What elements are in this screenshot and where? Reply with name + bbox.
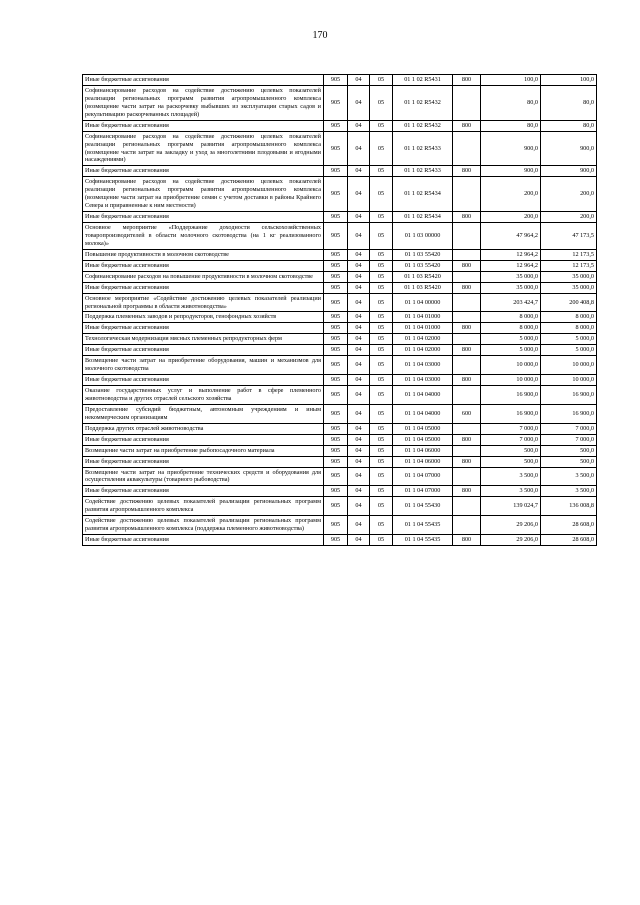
subsection-code-cell: 05 bbox=[370, 375, 393, 386]
subsection-code-cell: 05 bbox=[370, 386, 393, 405]
expense-type-cell: 800 bbox=[453, 456, 481, 467]
expense-name-cell: Возмещение части затрат на приобретение технических средств и оборудования для осуществления аквакультуры (товарного рыбоводства) bbox=[83, 467, 324, 486]
ministry-code-cell: 905 bbox=[324, 75, 348, 86]
ministry-code-cell: 905 bbox=[324, 535, 348, 546]
expense-type-cell: 800 bbox=[453, 323, 481, 334]
table-row bbox=[83, 345, 597, 356]
amount-year1-cell: 900,0 bbox=[481, 131, 541, 166]
ministry-code-cell: 905 bbox=[324, 486, 348, 497]
amount-year1-cell: 10 000,0 bbox=[481, 375, 541, 386]
expense-type-cell bbox=[453, 177, 481, 212]
ministry-code-cell: 905 bbox=[324, 334, 348, 345]
subsection-code-cell: 05 bbox=[370, 249, 393, 260]
expense-type-cell: 800 bbox=[453, 375, 481, 386]
expense-name-cell: Софинансирование расходов на содействие достижению целевых показателей реализации региональных программ развития агропромышленного комплекса (возмещение части затрат на раскорчевку выбывших из эксплуатации старых садов и рекультивацию раскорчеванных площадей) bbox=[83, 85, 324, 120]
ministry-code-cell: 905 bbox=[324, 85, 348, 120]
expense-type-cell: 800 bbox=[453, 120, 481, 131]
target-article-cell: 01 1 03 00000 bbox=[393, 223, 453, 250]
target-article-cell: 01 1 04 07000 bbox=[393, 467, 453, 486]
expense-name-cell: Иные бюджетные ассигнования bbox=[83, 212, 324, 223]
ministry-code-cell: 905 bbox=[324, 323, 348, 334]
table-row bbox=[83, 497, 597, 516]
target-article-cell: 01 1 04 05000 bbox=[393, 434, 453, 445]
expense-type-cell: 800 bbox=[453, 434, 481, 445]
section-code-cell: 04 bbox=[348, 467, 370, 486]
ministry-code-cell: 905 bbox=[324, 345, 348, 356]
ministry-code-cell: 905 bbox=[324, 282, 348, 293]
subsection-code-cell: 05 bbox=[370, 334, 393, 345]
amount-year2-cell: 16 900,0 bbox=[541, 386, 597, 405]
section-code-cell: 04 bbox=[348, 423, 370, 434]
target-article-cell: 01 1 04 02000 bbox=[393, 345, 453, 356]
ministry-code-cell: 905 bbox=[324, 212, 348, 223]
expense-name-cell: Софинансирование расходов на повышение продуктивности в молочном скотоводстве bbox=[83, 271, 324, 282]
amount-year1-cell: 8 000,0 bbox=[481, 312, 541, 323]
target-article-cell: 01 1 03 R5420 bbox=[393, 282, 453, 293]
amount-year1-cell: 10 000,0 bbox=[481, 356, 541, 375]
amount-year2-cell: 80,0 bbox=[541, 120, 597, 131]
section-code-cell: 04 bbox=[348, 356, 370, 375]
amount-year2-cell: 10 000,0 bbox=[541, 375, 597, 386]
amount-year2-cell: 900,0 bbox=[541, 166, 597, 177]
ministry-code-cell: 905 bbox=[324, 467, 348, 486]
target-article-cell: 01 1 04 05000 bbox=[393, 423, 453, 434]
expense-type-cell: 800 bbox=[453, 212, 481, 223]
section-code-cell: 04 bbox=[348, 323, 370, 334]
table-row bbox=[83, 323, 597, 334]
amount-year1-cell: 200,0 bbox=[481, 212, 541, 223]
expense-type-cell: 800 bbox=[453, 535, 481, 546]
amount-year2-cell: 12 173,5 bbox=[541, 249, 597, 260]
expense-name-cell: Поддержка племенных заводов и репродукторов, генофондных хозяйств bbox=[83, 312, 324, 323]
expense-name-cell: Предоставление субсидий бюджетным, автономным учреждениям и иным некоммерческим организациям bbox=[83, 404, 324, 423]
subsection-code-cell: 05 bbox=[370, 434, 393, 445]
amount-year1-cell: 200,0 bbox=[481, 177, 541, 212]
target-article-cell: 01 1 03 R5420 bbox=[393, 271, 453, 282]
table-row bbox=[83, 249, 597, 260]
table-row bbox=[83, 386, 597, 405]
ministry-code-cell: 905 bbox=[324, 356, 348, 375]
target-article-cell: 01 1 02 R5433 bbox=[393, 166, 453, 177]
expense-name-cell: Основное мероприятие «Содействие достижению целевых показателей реализации региональной программы в области животноводства» bbox=[83, 293, 324, 312]
subsection-code-cell: 05 bbox=[370, 456, 393, 467]
amount-year2-cell: 7 000,0 bbox=[541, 423, 597, 434]
amount-year2-cell: 28 608,0 bbox=[541, 535, 597, 546]
table-row bbox=[83, 75, 597, 86]
ministry-code-cell: 905 bbox=[324, 120, 348, 131]
table-row bbox=[83, 445, 597, 456]
expense-name-cell: Иные бюджетные ассигнования bbox=[83, 75, 324, 86]
amount-year1-cell: 3 500,0 bbox=[481, 486, 541, 497]
amount-year1-cell: 5 000,0 bbox=[481, 334, 541, 345]
expense-type-cell bbox=[453, 334, 481, 345]
expense-name-cell: Иные бюджетные ассигнования bbox=[83, 323, 324, 334]
table-row bbox=[83, 486, 597, 497]
amount-year2-cell: 100,0 bbox=[541, 75, 597, 86]
amount-year1-cell: 500,0 bbox=[481, 445, 541, 456]
section-code-cell: 04 bbox=[348, 120, 370, 131]
amount-year2-cell: 136 008,8 bbox=[541, 497, 597, 516]
section-code-cell: 04 bbox=[348, 131, 370, 166]
target-article-cell: 01 1 02 R5432 bbox=[393, 85, 453, 120]
expense-name-cell: Возмещение части затрат на приобретение рыбопосадочного материала bbox=[83, 445, 324, 456]
expense-name-cell: Содействие достижению целевых показателей реализации региональных программ развития агропромышленного комплекса bbox=[83, 497, 324, 516]
section-code-cell: 04 bbox=[348, 166, 370, 177]
ministry-code-cell: 905 bbox=[324, 456, 348, 467]
section-code-cell: 04 bbox=[348, 345, 370, 356]
ministry-code-cell: 905 bbox=[324, 516, 348, 535]
table-row bbox=[83, 434, 597, 445]
table-row bbox=[83, 120, 597, 131]
subsection-code-cell: 05 bbox=[370, 312, 393, 323]
page-number: 170 bbox=[312, 30, 328, 41]
ministry-code-cell: 905 bbox=[324, 293, 348, 312]
subsection-code-cell: 05 bbox=[370, 131, 393, 166]
target-article-cell: 01 1 04 07000 bbox=[393, 486, 453, 497]
table-row bbox=[83, 131, 597, 166]
subsection-code-cell: 05 bbox=[370, 75, 393, 86]
target-article-cell: 01 1 02 R5434 bbox=[393, 212, 453, 223]
expense-name-cell: Содействие достижению целевых показателей реализации региональных программ развития агропромышленного комплекса (поддержка племенного животноводства) bbox=[83, 516, 324, 535]
section-code-cell: 04 bbox=[348, 271, 370, 282]
section-code-cell: 04 bbox=[348, 404, 370, 423]
amount-year2-cell: 3 500,0 bbox=[541, 486, 597, 497]
table-row bbox=[83, 423, 597, 434]
target-article-cell: 01 1 02 R5434 bbox=[393, 177, 453, 212]
ministry-code-cell: 905 bbox=[324, 166, 348, 177]
target-article-cell: 01 1 04 55435 bbox=[393, 535, 453, 546]
expense-type-cell bbox=[453, 497, 481, 516]
ministry-code-cell: 905 bbox=[324, 223, 348, 250]
expense-type-cell bbox=[453, 423, 481, 434]
expense-type-cell: 800 bbox=[453, 486, 481, 497]
expense-name-cell: Софинансирование расходов на содействие достижению целевых показателей реализации региональных программ развития агропромышленного комплекса (возмещение части затрат на закладку и уход за многолетними плодовыми и ягодными насаждениями) bbox=[83, 131, 324, 166]
section-code-cell: 04 bbox=[348, 334, 370, 345]
subsection-code-cell: 05 bbox=[370, 497, 393, 516]
target-article-cell: 01 1 04 55430 bbox=[393, 497, 453, 516]
amount-year1-cell: 47 964,2 bbox=[481, 223, 541, 250]
expense-type-cell bbox=[453, 249, 481, 260]
target-article-cell: 01 1 04 03000 bbox=[393, 375, 453, 386]
table-row bbox=[83, 516, 597, 535]
amount-year2-cell: 3 500,0 bbox=[541, 467, 597, 486]
amount-year2-cell: 200 408,8 bbox=[541, 293, 597, 312]
expense-name-cell: Иные бюджетные ассигнования bbox=[83, 166, 324, 177]
expense-name-cell: Иные бюджетные ассигнования bbox=[83, 345, 324, 356]
amount-year2-cell: 900,0 bbox=[541, 131, 597, 166]
subsection-code-cell: 05 bbox=[370, 323, 393, 334]
ministry-code-cell: 905 bbox=[324, 375, 348, 386]
ministry-code-cell: 905 bbox=[324, 404, 348, 423]
subsection-code-cell: 05 bbox=[370, 260, 393, 271]
subsection-code-cell: 05 bbox=[370, 85, 393, 120]
amount-year2-cell: 16 900,0 bbox=[541, 404, 597, 423]
target-article-cell: 01 1 04 03000 bbox=[393, 356, 453, 375]
amount-year2-cell: 200,0 bbox=[541, 212, 597, 223]
subsection-code-cell: 05 bbox=[370, 345, 393, 356]
amount-year1-cell: 203 424,7 bbox=[481, 293, 541, 312]
expense-name-cell: Поддержка других отраслей животноводства bbox=[83, 423, 324, 434]
amount-year1-cell: 29 206,0 bbox=[481, 516, 541, 535]
target-article-cell: 01 1 04 55435 bbox=[393, 516, 453, 535]
amount-year2-cell: 200,0 bbox=[541, 177, 597, 212]
target-article-cell: 01 1 04 06000 bbox=[393, 445, 453, 456]
expense-name-cell: Иные бюджетные ассигнования bbox=[83, 456, 324, 467]
table-row bbox=[83, 282, 597, 293]
expense-type-cell bbox=[453, 271, 481, 282]
ministry-code-cell: 905 bbox=[324, 249, 348, 260]
target-article-cell: 01 1 04 00000 bbox=[393, 293, 453, 312]
subsection-code-cell: 05 bbox=[370, 282, 393, 293]
amount-year2-cell: 12 173,5 bbox=[541, 260, 597, 271]
section-code-cell: 04 bbox=[348, 486, 370, 497]
table-row bbox=[83, 177, 597, 212]
amount-year2-cell: 5 000,0 bbox=[541, 345, 597, 356]
ministry-code-cell: 905 bbox=[324, 177, 348, 212]
table-row bbox=[83, 223, 597, 250]
section-code-cell: 04 bbox=[348, 434, 370, 445]
section-code-cell: 04 bbox=[348, 456, 370, 467]
expense-name-cell: Иные бюджетные ассигнования bbox=[83, 120, 324, 131]
table-row bbox=[83, 404, 597, 423]
expense-type-cell bbox=[453, 131, 481, 166]
target-article-cell: 01 1 04 02000 bbox=[393, 334, 453, 345]
amount-year2-cell: 47 173,5 bbox=[541, 223, 597, 250]
amount-year1-cell: 100,0 bbox=[481, 75, 541, 86]
amount-year1-cell: 500,0 bbox=[481, 456, 541, 467]
expense-type-cell: 800 bbox=[453, 166, 481, 177]
subsection-code-cell: 05 bbox=[370, 423, 393, 434]
table-row bbox=[83, 456, 597, 467]
subsection-code-cell: 05 bbox=[370, 356, 393, 375]
section-code-cell: 04 bbox=[348, 85, 370, 120]
table-row bbox=[83, 166, 597, 177]
ministry-code-cell: 905 bbox=[324, 312, 348, 323]
expense-type-cell bbox=[453, 85, 481, 120]
amount-year1-cell: 16 900,0 bbox=[481, 386, 541, 405]
subsection-code-cell: 05 bbox=[370, 535, 393, 546]
section-code-cell: 04 bbox=[348, 177, 370, 212]
amount-year1-cell: 80,0 bbox=[481, 120, 541, 131]
ministry-code-cell: 905 bbox=[324, 445, 348, 456]
amount-year2-cell: 500,0 bbox=[541, 445, 597, 456]
target-article-cell: 01 1 04 04000 bbox=[393, 386, 453, 405]
amount-year2-cell: 28 608,0 bbox=[541, 516, 597, 535]
section-code-cell: 04 bbox=[348, 249, 370, 260]
expense-type-cell: 800 bbox=[453, 260, 481, 271]
section-code-cell: 04 bbox=[348, 293, 370, 312]
section-code-cell: 04 bbox=[348, 282, 370, 293]
table-row bbox=[83, 535, 597, 546]
subsection-code-cell: 05 bbox=[370, 293, 393, 312]
amount-year2-cell: 35 000,0 bbox=[541, 271, 597, 282]
subsection-code-cell: 05 bbox=[370, 212, 393, 223]
amount-year2-cell: 5 000,0 bbox=[541, 334, 597, 345]
ministry-code-cell: 905 bbox=[324, 271, 348, 282]
expense-name-cell: Иные бюджетные ассигнования bbox=[83, 434, 324, 445]
table-row bbox=[83, 334, 597, 345]
expense-name-cell: Иные бюджетные ассигнования bbox=[83, 486, 324, 497]
expense-name-cell: Иные бюджетные ассигнования bbox=[83, 260, 324, 271]
expense-type-cell bbox=[453, 223, 481, 250]
table-row bbox=[83, 375, 597, 386]
section-code-cell: 04 bbox=[348, 516, 370, 535]
subsection-code-cell: 05 bbox=[370, 271, 393, 282]
budget-table bbox=[82, 74, 597, 546]
subsection-code-cell: 05 bbox=[370, 177, 393, 212]
expense-name-cell: Иные бюджетные ассигнования bbox=[83, 282, 324, 293]
amount-year1-cell: 35 000,0 bbox=[481, 271, 541, 282]
subsection-code-cell: 05 bbox=[370, 223, 393, 250]
amount-year1-cell: 80,0 bbox=[481, 85, 541, 120]
table-row bbox=[83, 312, 597, 323]
expense-name-cell: Основное мероприятие «Поддержание доходности сельскохозяйственных товаропроизводителей в области молочного скотоводства (на 1 кг реализованного молока)» bbox=[83, 223, 324, 250]
section-code-cell: 04 bbox=[348, 75, 370, 86]
table-row bbox=[83, 260, 597, 271]
expense-name-cell: Иные бюджетные ассигнования bbox=[83, 375, 324, 386]
amount-year2-cell: 35 000,0 bbox=[541, 282, 597, 293]
section-code-cell: 04 bbox=[348, 212, 370, 223]
expense-type-cell bbox=[453, 356, 481, 375]
amount-year1-cell: 7 000,0 bbox=[481, 434, 541, 445]
expense-type-cell: 800 bbox=[453, 345, 481, 356]
expense-name-cell: Возмещение части затрат на приобретение оборудования, машин и механизмов для молочного скотоводства bbox=[83, 356, 324, 375]
target-article-cell: 01 1 04 01000 bbox=[393, 323, 453, 334]
target-article-cell: 01 1 04 04000 bbox=[393, 404, 453, 423]
amount-year1-cell: 29 206,0 bbox=[481, 535, 541, 546]
amount-year1-cell: 139 024,7 bbox=[481, 497, 541, 516]
table-row bbox=[83, 293, 597, 312]
ministry-code-cell: 905 bbox=[324, 131, 348, 166]
amount-year1-cell: 8 000,0 bbox=[481, 323, 541, 334]
expense-type-cell bbox=[453, 312, 481, 323]
amount-year2-cell: 80,0 bbox=[541, 85, 597, 120]
amount-year2-cell: 7 000,0 bbox=[541, 434, 597, 445]
table-row bbox=[83, 85, 597, 120]
section-code-cell: 04 bbox=[348, 312, 370, 323]
subsection-code-cell: 05 bbox=[370, 120, 393, 131]
expense-type-cell: 600 bbox=[453, 404, 481, 423]
subsection-code-cell: 05 bbox=[370, 516, 393, 535]
expense-name-cell: Технологическая модернизация мясных племенных репродукторных ферм bbox=[83, 334, 324, 345]
table-row bbox=[83, 271, 597, 282]
ministry-code-cell: 905 bbox=[324, 434, 348, 445]
subsection-code-cell: 05 bbox=[370, 166, 393, 177]
section-code-cell: 04 bbox=[348, 497, 370, 516]
amount-year1-cell: 900,0 bbox=[481, 166, 541, 177]
subsection-code-cell: 05 bbox=[370, 467, 393, 486]
expense-name-cell: Повышение продуктивности в молочном скотоводстве bbox=[83, 249, 324, 260]
ministry-code-cell: 905 bbox=[324, 497, 348, 516]
expense-type-cell bbox=[453, 293, 481, 312]
expense-name-cell: Софинансирование расходов на содействие достижению целевых показателей реализации региональных программ развития агропромышленного комплекса (возмещение части затрат на приобретение семян с учетом доставки в районы Крайнего Севера и приравненные к ним местности) bbox=[83, 177, 324, 212]
amount-year1-cell: 5 000,0 bbox=[481, 345, 541, 356]
expense-name-cell: Иные бюджетные ассигнования bbox=[83, 535, 324, 546]
section-code-cell: 04 bbox=[348, 386, 370, 405]
subsection-code-cell: 05 bbox=[370, 404, 393, 423]
expense-type-cell bbox=[453, 516, 481, 535]
subsection-code-cell: 05 bbox=[370, 445, 393, 456]
table-body bbox=[83, 75, 597, 546]
table-row bbox=[83, 467, 597, 486]
section-code-cell: 04 bbox=[348, 535, 370, 546]
amount-year2-cell: 500,0 bbox=[541, 456, 597, 467]
table-row bbox=[83, 356, 597, 375]
target-article-cell: 01 1 02 R5432 bbox=[393, 120, 453, 131]
section-code-cell: 04 bbox=[348, 445, 370, 456]
amount-year1-cell: 12 964,2 bbox=[481, 249, 541, 260]
expense-type-cell: 800 bbox=[453, 282, 481, 293]
table-row bbox=[83, 212, 597, 223]
amount-year2-cell: 8 000,0 bbox=[541, 312, 597, 323]
amount-year2-cell: 8 000,0 bbox=[541, 323, 597, 334]
amount-year1-cell: 3 500,0 bbox=[481, 467, 541, 486]
amount-year1-cell: 12 964,2 bbox=[481, 260, 541, 271]
ministry-code-cell: 905 bbox=[324, 423, 348, 434]
subsection-code-cell: 05 bbox=[370, 486, 393, 497]
expense-name-cell: Оказание государственных услуг и выполнение работ в сфере племенного животноводства и других отраслей сельского хозяйства bbox=[83, 386, 324, 405]
target-article-cell: 01 1 03 55420 bbox=[393, 249, 453, 260]
target-article-cell: 01 1 03 55420 bbox=[393, 260, 453, 271]
target-article-cell: 01 1 02 R5433 bbox=[393, 131, 453, 166]
section-code-cell: 04 bbox=[348, 375, 370, 386]
target-article-cell: 01 1 02 R5431 bbox=[393, 75, 453, 86]
expense-type-cell bbox=[453, 445, 481, 456]
amount-year1-cell: 16 900,0 bbox=[481, 404, 541, 423]
expense-type-cell bbox=[453, 467, 481, 486]
section-code-cell: 04 bbox=[348, 260, 370, 271]
target-article-cell: 01 1 04 01000 bbox=[393, 312, 453, 323]
target-article-cell: 01 1 04 06000 bbox=[393, 456, 453, 467]
expense-type-cell bbox=[453, 386, 481, 405]
expense-type-cell: 800 bbox=[453, 75, 481, 86]
section-code-cell: 04 bbox=[348, 223, 370, 250]
amount-year1-cell: 7 000,0 bbox=[481, 423, 541, 434]
ministry-code-cell: 905 bbox=[324, 386, 348, 405]
amount-year2-cell: 10 000,0 bbox=[541, 356, 597, 375]
ministry-code-cell: 905 bbox=[324, 260, 348, 271]
amount-year1-cell: 35 000,0 bbox=[481, 282, 541, 293]
